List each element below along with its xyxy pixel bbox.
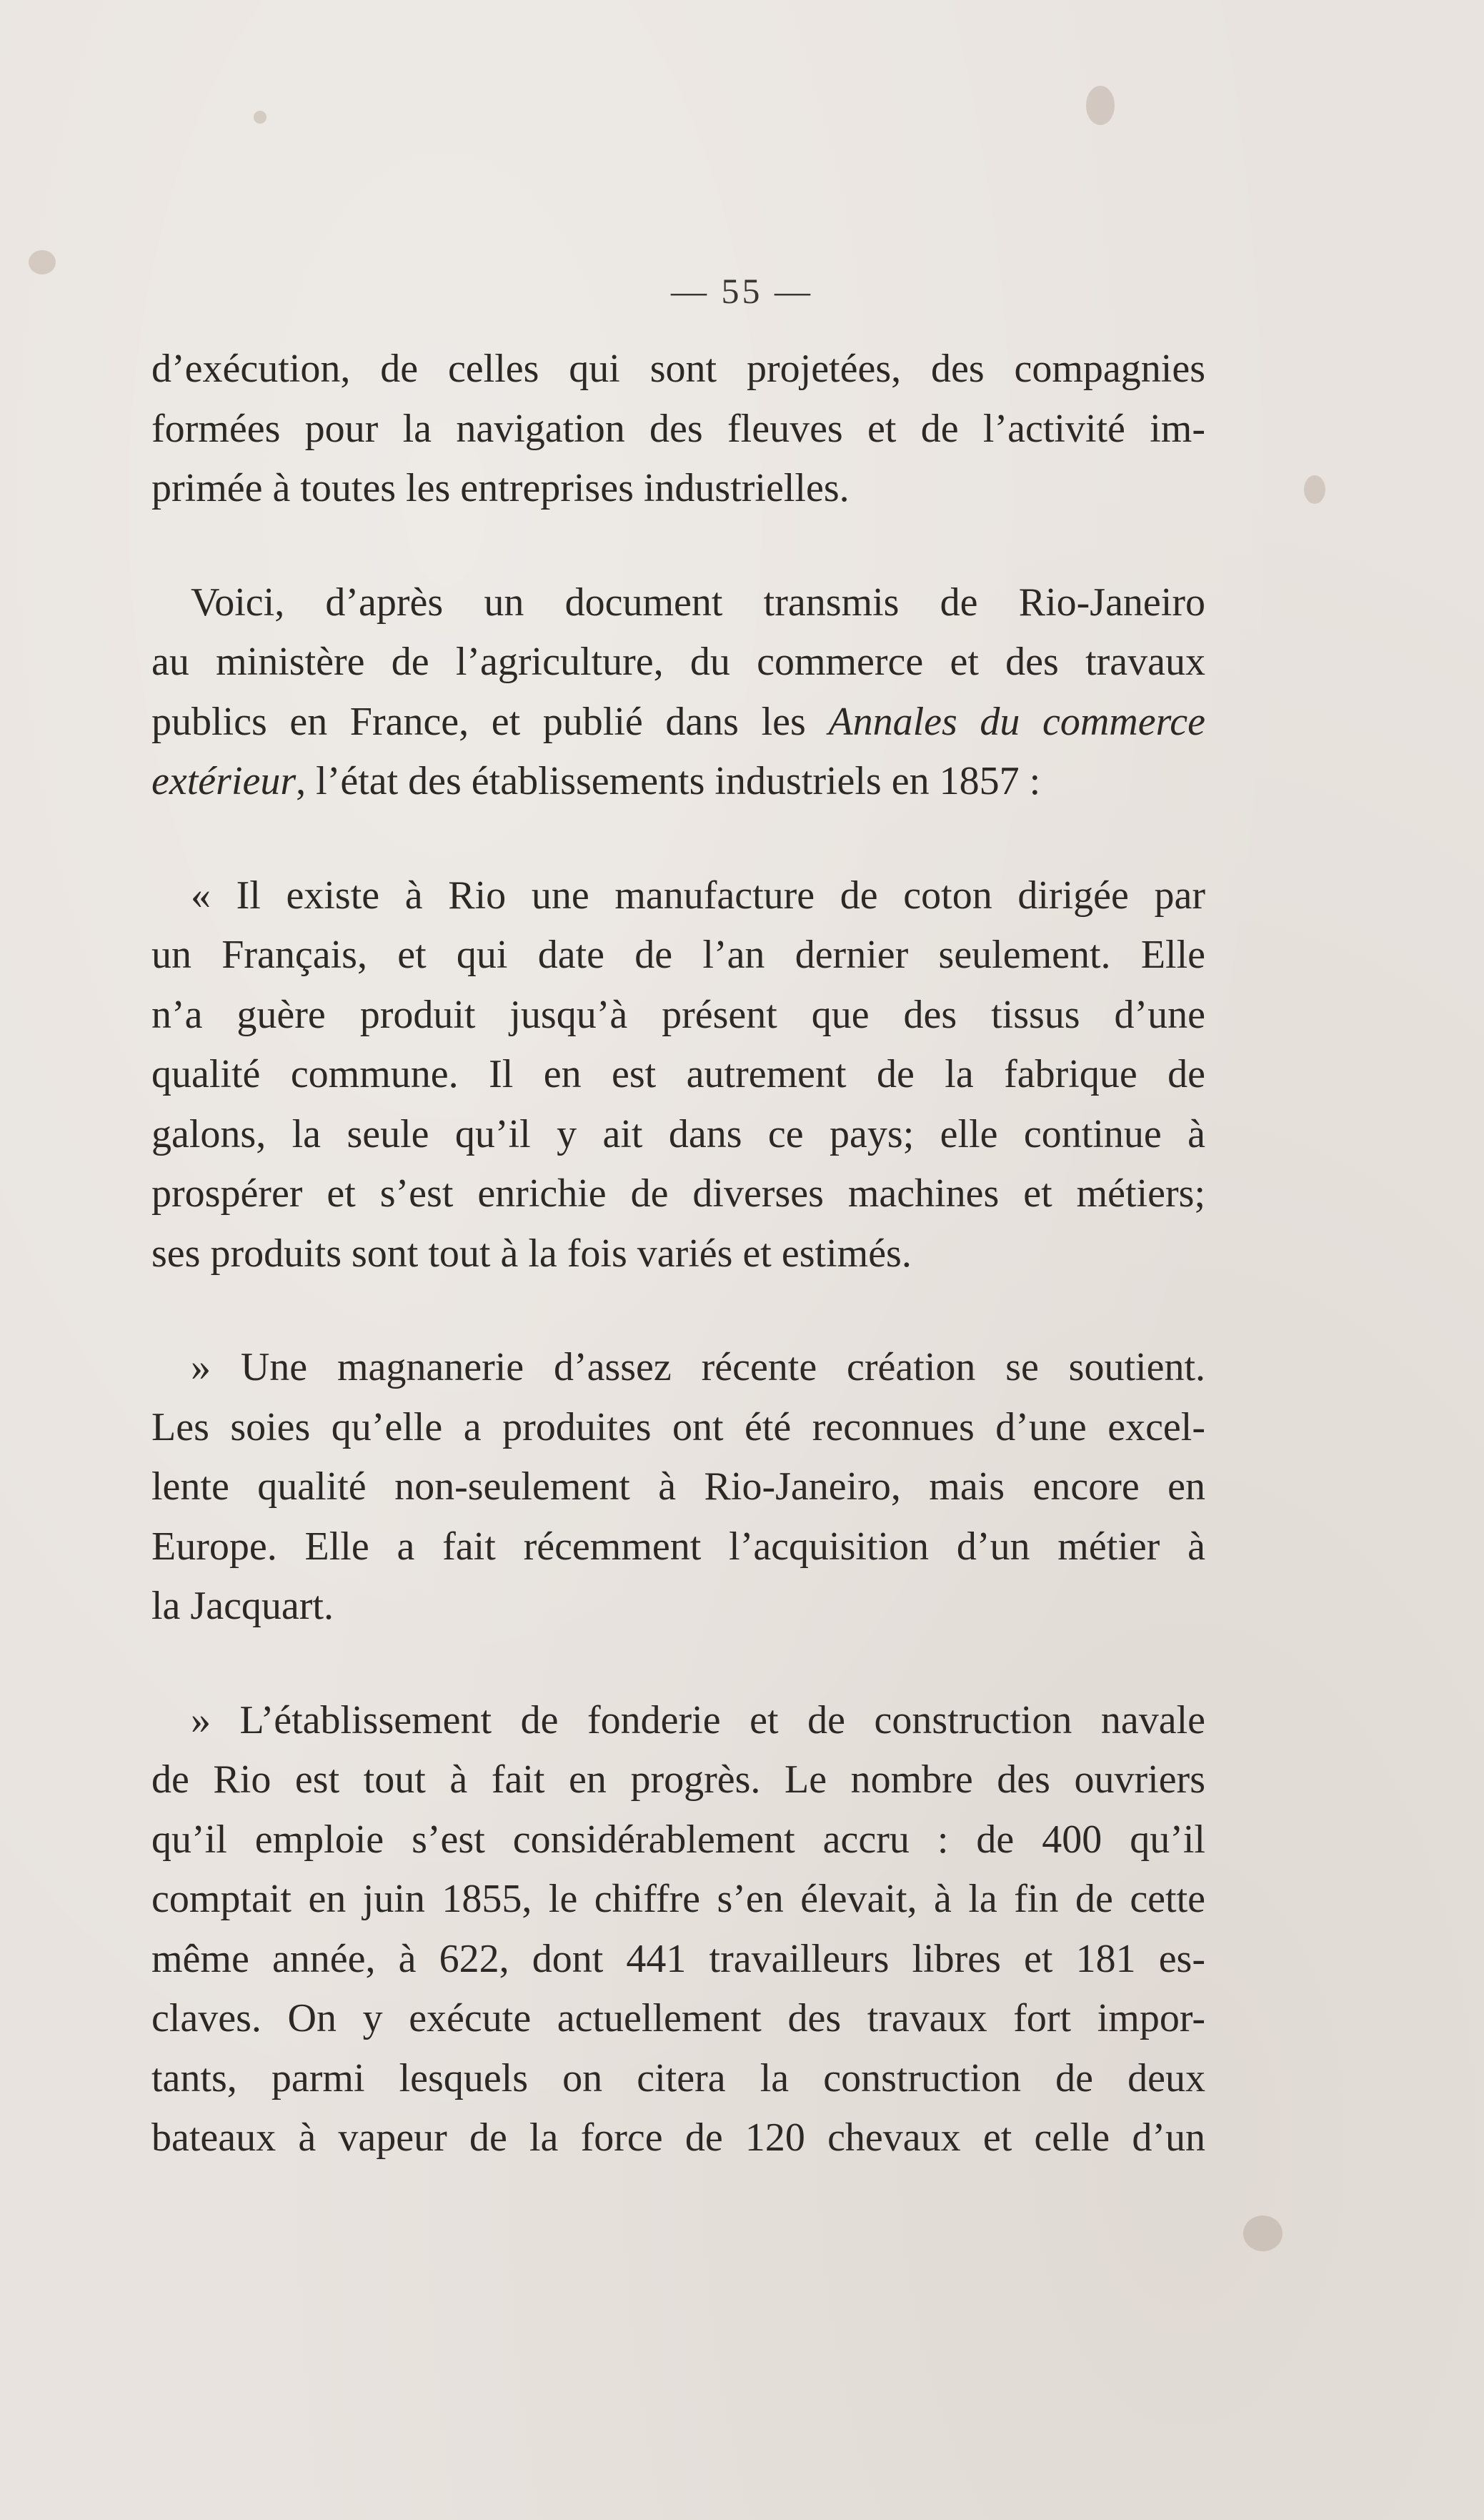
text-fragment: Voici, d’après un document transmis de Rio-Janeiro (191, 580, 1205, 625)
paragraph-3 (151, 866, 1205, 1284)
paragraph-4 (151, 1338, 1205, 1637)
paragraph-gap (151, 1637, 1205, 1691)
paragraph-2 (151, 573, 1205, 812)
paper-speck (254, 111, 267, 124)
text-line: d’exécution, de celles qui sont projetées, des compagnies (151, 347, 1205, 391)
italic-title: extérieur (151, 759, 297, 803)
paragraph-gap (151, 519, 1205, 573)
text-line: qualité commune. Il en est autrement de la fabrique de (151, 1052, 1205, 1096)
text-line: Europe. Elle a fait récemment l’acquisition d’un métier à (151, 1524, 1205, 1569)
paper-speck (1243, 2216, 1283, 2251)
text-line (151, 752, 1205, 812)
text-line: ses produits sont tout à la fois variés et estimés. (151, 1231, 912, 1276)
text-line: bateaux à vapeur de la force de 120 chevaux et celle d’un (151, 2115, 1205, 2160)
text-line: un Français, et qui date de l’an dernier seulement. Elle (151, 933, 1205, 977)
text-line (151, 693, 1205, 753)
paragraph-1 (151, 339, 1205, 519)
text-line: Les soies qu’elle a produites ont été reconnues d’une excel- (151, 1404, 1205, 1449)
text-line: lente qualité non-seulement à Rio-Janeiro, mais encore en (151, 1464, 1205, 1509)
text-line: prospérer et s’est enrichie de diverses machines et métiers; (151, 1171, 1205, 1216)
text-line: claves. On y exécute actuellement des travaux fort impor- (151, 1996, 1205, 2040)
text-line (151, 573, 1205, 633)
text-fragment: « Il existe à Rio une manufacture de coton dirigée par (191, 873, 1205, 918)
text-line: formées pour la navigation des fleuves et de l’activité im- (151, 406, 1205, 451)
text-fragment: publics en France, et publié dans les (151, 699, 806, 744)
page-body (151, 339, 1205, 2168)
text-line: au ministère de l’agriculture, du commerce et des travaux (151, 640, 1205, 684)
text-line (151, 1338, 1205, 1398)
paragraph-gap (151, 1284, 1205, 1338)
text-line: qu’il emploie s’est considérablement accru : de 400 qu’il (151, 1817, 1205, 1862)
text-line: tants, parmi lesquels on citera la construction de deux (151, 2055, 1205, 2100)
paragraph-gap (151, 812, 1205, 866)
text-line: de Rio est tout à fait en progrès. Le nombre des ouvriers (151, 1757, 1205, 1802)
text-line (151, 1691, 1205, 1751)
page-number: — 55 — (671, 271, 813, 311)
text-line: n’a guère produit jusqu’à présent que des tissus d’une (151, 992, 1205, 1037)
text-fragment: » Une magnanerie d’assez récente création se soutient. (191, 1345, 1205, 1389)
paper-speck (1304, 475, 1325, 504)
text-fragment: » L’établissement de fonderie et de construction navale (191, 1697, 1205, 1742)
paper-speck (1086, 86, 1115, 125)
text-line (151, 866, 1205, 926)
text-line: primée à toutes les entreprises industrielles. (151, 466, 850, 510)
text-line: comptait en juin 1855, le chiffre s’en élevait, à la fin de cette (151, 1877, 1205, 1921)
text-line: la Jacquart. (151, 1584, 334, 1628)
italic-title: Annales du commerce (828, 699, 1205, 744)
text-fragment: , l’état des établissements industriels en 1857 : (296, 759, 1041, 803)
text-line: même année, à 622, dont 441 travailleurs libres et 181 es- (151, 1936, 1205, 1981)
text-line: galons, la seule qu’il y ait dans ce pays; elle continue à (151, 1111, 1205, 1156)
paragraph-5 (151, 1691, 1205, 2168)
